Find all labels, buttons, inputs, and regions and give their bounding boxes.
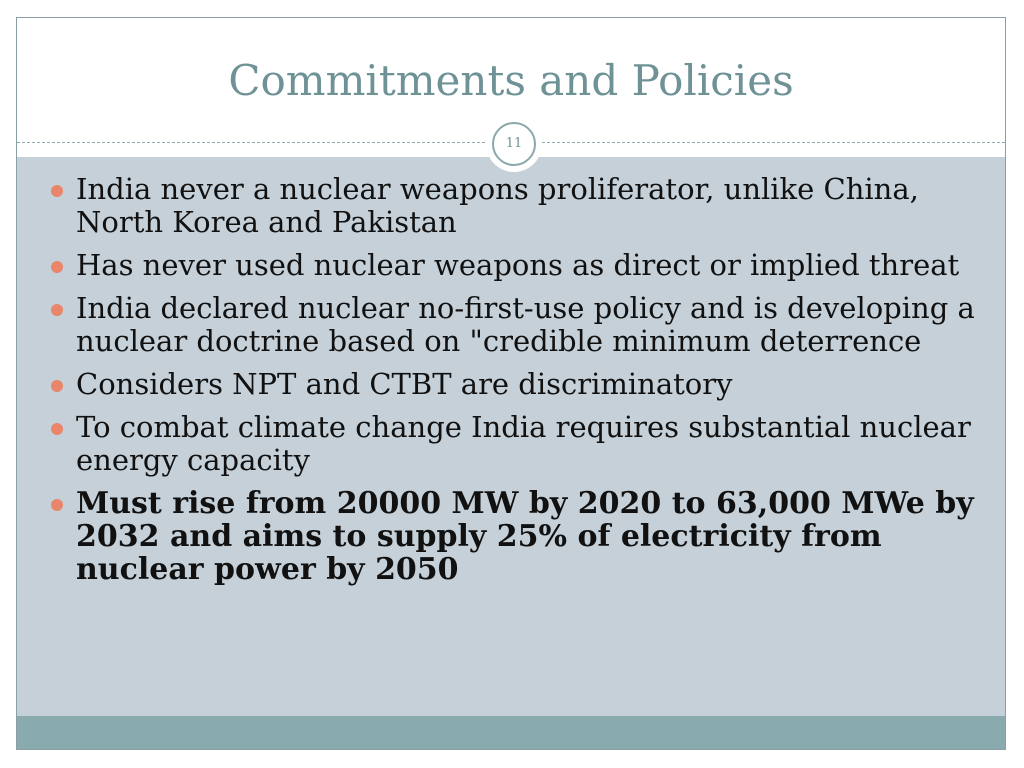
bullet-item (49, 292, 989, 358)
page-number-badge (486, 116, 542, 172)
slide (16, 17, 1006, 750)
bullet-text: India declared nuclear no-first-use policy and is developing a nuclear doctrine based on "credible minimum deterrence (76, 291, 975, 358)
bullet-item (49, 249, 989, 282)
bullet-text: India never a nuclear weapons proliferator, unlike China, North Korea and Pakistan (76, 172, 919, 239)
bullet-text: Considers NPT and CTBT are discriminatory (76, 367, 733, 401)
slide-title: Commitments and Policies (228, 56, 794, 105)
bullet-icon (51, 185, 63, 197)
page-number: 11 (492, 122, 536, 166)
bullet-text: To combat climate change India requires substantial nuclear energy capacity (76, 410, 971, 477)
bullet-item (49, 173, 989, 239)
bullet-list (49, 173, 989, 596)
bullet-text: Has never used nuclear weapons as direct or implied threat (76, 248, 960, 282)
bullet-item-highlight (49, 487, 989, 586)
bullet-icon (51, 304, 63, 316)
footer-bar (17, 716, 1005, 750)
bullet-icon (51, 380, 63, 392)
bullet-item (49, 368, 989, 401)
bullet-icon (51, 261, 63, 273)
bullet-icon (51, 423, 63, 435)
bullet-text: Must rise from 20000 MW by 2020 to 63,000 MWe by 2032 and aims to supply 25% of electricity from nuclear power by 2050 (76, 486, 974, 587)
bullet-icon (51, 499, 63, 511)
bullet-item (49, 411, 989, 477)
